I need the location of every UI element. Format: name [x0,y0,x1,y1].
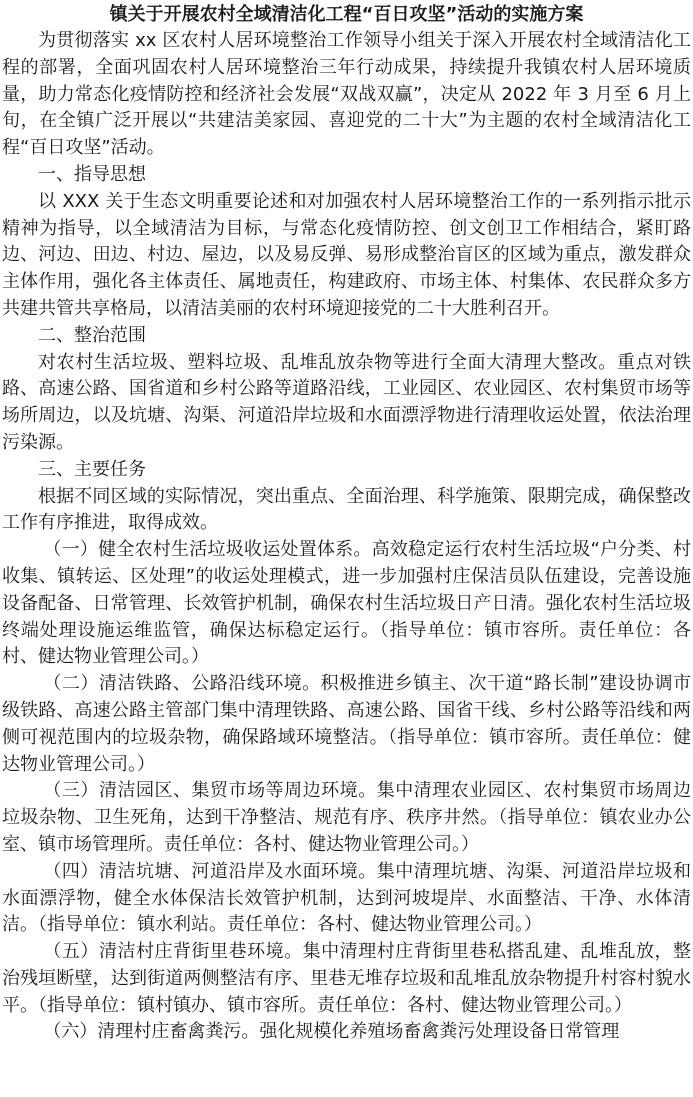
document-title: 镇关于开展农村全域清洁化工程“百日攻坚”活动的实施方案 [109,4,584,25]
task-item-4: （四）清洁坑塘、河道沿岸及水面环境。集中清理坑塘、沟渠、河道沿岸垃圾和水面漂浮物，健全水体保洁长效管护机制，达到河坡堤岸、水面整洁、干净、水体清洁。（指导单位：镇水利站。责任单位：各村、健达物业管理公司。） [2,860,691,936]
task-item-2: （二）清洁铁路、公路沿线环境。积极推进乡镇主、次干道“路长制”建设协调市级铁路、高速公路主管部门集中清理铁路、高速公路、国省干线、乡村公路等沿线和两侧可视范围内的垃圾杂物，确保路域环境整洁。（指导单位：镇市容所。责任单位：健达物业管理公司。） [2,673,691,775]
task-item-1: （一）健全农村生活垃圾收运处置体系。高效稳定运行农村生活垃圾“户分类、村收集、镇转运、区处理”的收运处理模式，进一步加强村庄保洁员队伍建设，完善设施设备配备、日常管理、长效管护机制，确保农村生活垃圾日产日清。强化农村生活垃圾终端处理设施运维监管，确保达标稳定运行。（指导单位：镇市容所。责任单位：各村、健达物业管理公司。） [2,539,691,668]
intro-paragraph: 为贯彻落实 xx 区农村人居环境整治工作领导小组关于深入开展农村全域清洁化工程的部署，全面巩固农村人居环境整治三年行动成果，持续提升我镇农村人居环境质量，助力常态化疫情防控和经济社会发展“双战双赢”，决定从 2022 年 3 月至 6 月上旬，在全镇广泛开展以“共建洁美家园、喜迎党的二十大”为主题的农村全域清洁化工程“百日攻坚”活动。 [2,30,691,159]
task-item-5: （五）清洁村庄背街里巷环境。集中清理村庄背街里巷私搭乱建、乱堆乱放，整治残垣断壁，达到街道两侧整洁有序、里巷无堆存垃圾和乱堆乱放杂物提升村容村貌水平。（指导单位：镇村镇办、镇市容所。责任单位：各村、健达物业管理公司。） [2,941,691,1016]
section-body-main-tasks: 根据不同区域的实际情况，突出重点、全面治理、科学施策、限期完成，确保整改工作有序推进，取得成效。 [2,485,691,534]
section-heading-guiding-ideology: 一、指导思想 [38,163,146,185]
task-item-6: （六）清理村庄畜禽粪污。强化规模化养殖场畜禽粪污处理设备日常管理 [43,1021,620,1043]
section-body-guiding-ideology: 以 XXX 关于生态文明重要论述和对加强农村人居环境整治工作的一系列指示批示精神为指导，以全域清洁为目标，与常态化疫情防控、创文创卫工作相结合，紧盯路边、河边、田边、村边、屋边，以及易反弹、易形成整治盲区的区域为重点，激发群众主体作用，强化各主体责任、属地责任，构建政府、市场主体、村集体、农民群众多方共建共管共享格局，以清洁美丽的农村环境迎接党的二十大胜利召开。 [2,190,691,319]
section-heading-main-tasks: 三、主要任务 [38,458,146,480]
task-item-3: （三）清洁园区、集贸市场等周边环境。集中清理农业园区、农村集贸市场周边垃圾杂物、卫生死角，达到干净整洁、规范有序、秩序井然。（指导单位：镇农业办公室、镇市场管理所。责任单位：各村、健达物业管理公司。） [2,780,691,855]
section-heading-scope: 二、整治范围 [38,324,146,346]
section-body-scope: 对农村生活垃圾、塑料垃圾、乱堆乱放杂物等进行全面大清理大整改。重点对铁路、高速公路、国省道和乡村公路等道路沿线，工业园区、农业园区、农村集贸市场等场所周边，以及坑塘、沟渠、河道沿岸垃圾和水面漂浮物进行清理收运处置，依法治理污染源。 [2,351,691,453]
